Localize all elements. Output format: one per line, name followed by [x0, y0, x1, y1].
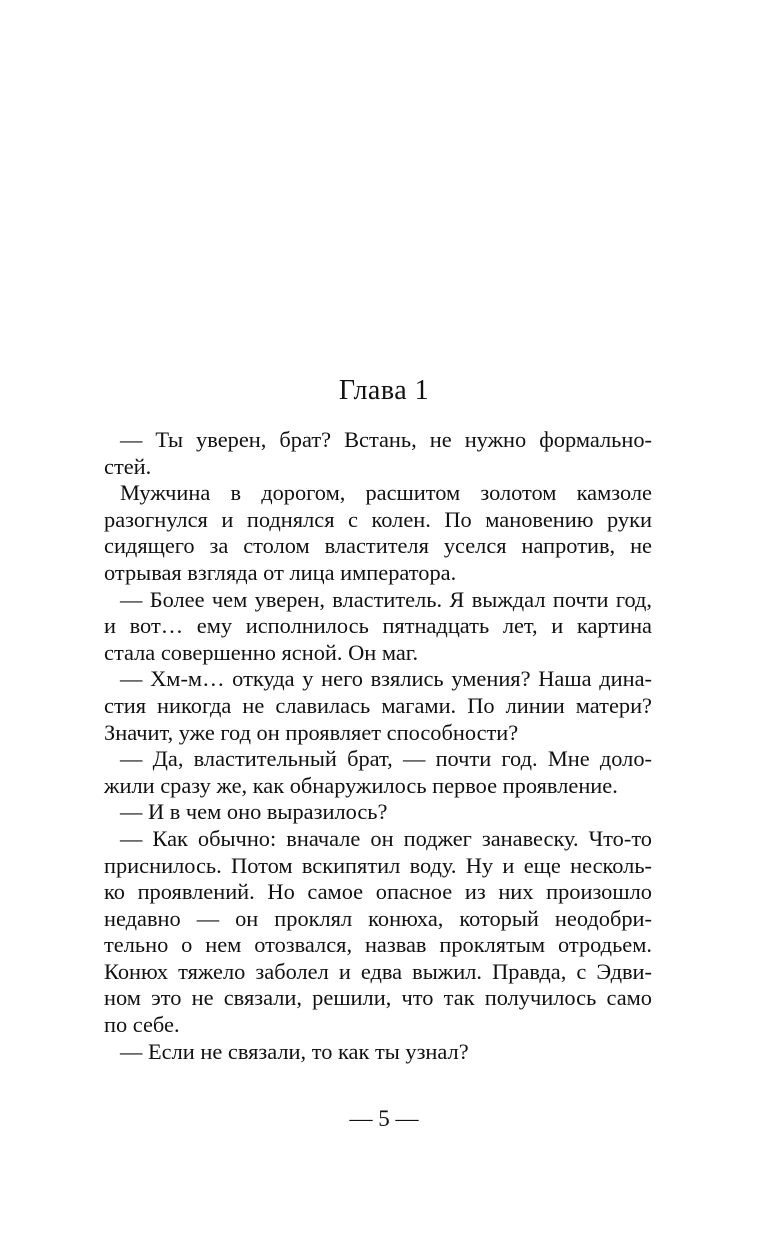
text-line: — Хм-м… откуда у него взялись умения? Наша дина- [120, 666, 652, 692]
text-line: жили сразу же, как обнаружилось первое проявление. [104, 772, 618, 798]
text-line: приснилось. Потом вскипятил воду. Ну и еще несколь- [104, 852, 652, 878]
text-line: ко проявлений. Но самое опасное из них произошло [104, 879, 652, 905]
text-line: — Более чем уверен, властитель. Я выждал почти год, [120, 586, 652, 612]
text-line: тельно о нем отозвался, назвав проклятым отродьем. [104, 932, 652, 958]
text-line: и вот… ему исполнилось пятнадцать лет, и картина [104, 613, 652, 639]
text-line: стала совершенно ясной. Он маг. [104, 639, 419, 665]
body-text [104, 427, 652, 1065]
text-line: Конюх тяжело заболел и едва выжил. Правда, с Эдви- [104, 958, 652, 984]
text-line: ном это не связали, решили, что так получилось само [104, 985, 652, 1011]
text-line: — Да, властительный брат, — почти год. Мне доло- [120, 746, 652, 772]
page-number: — 5 — [349, 1106, 419, 1131]
text-line: — Если не связали, то как ты узнал? [120, 1038, 469, 1064]
text-line: по себе. [104, 1012, 180, 1038]
text-line: Значит, уже год он проявляет способности? [104, 719, 519, 745]
text-line: стия никогда не славилась магами. По линии матери? [104, 692, 652, 718]
text-line: стей. [104, 453, 152, 479]
text-line: — И в чем оно выразилось? [120, 799, 388, 825]
text-line: отрывая взгляда от лица императора. [104, 559, 457, 585]
text-line: сидящего за столом властителя уселся напротив, не [104, 533, 652, 559]
text-line: — Ты уверен, брат? Встань, не нужно формально- [120, 427, 652, 452]
text-line: — Как обычно: вначале он поджег занавеску. Что-то [120, 825, 652, 851]
text-line: недавно — он проклял конюха, который неодобри- [104, 905, 652, 931]
chapter-title: Глава 1 [338, 375, 430, 406]
text-line: разогнулся и поднялся с колен. По мановению руки [104, 506, 652, 532]
text-line: Мужчина в дорогом, расшитом золотом камзоле [120, 480, 652, 506]
